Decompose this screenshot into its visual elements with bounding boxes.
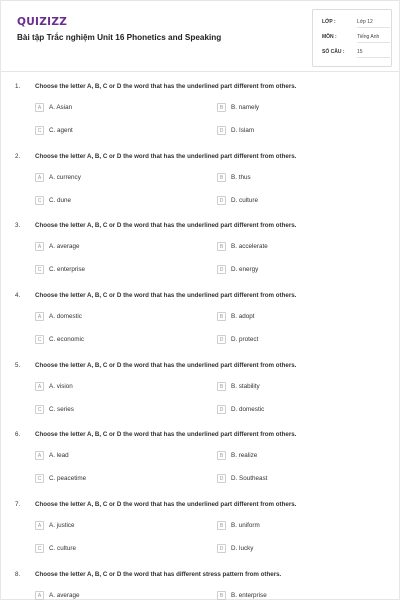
option-d[interactable]	[217, 196, 377, 208]
question-text: Choose the letter A, B, C or D the word that has the underlined part different from others.	[35, 292, 297, 299]
option-letter-box: D	[217, 196, 226, 205]
option-letter-box: C	[35, 474, 44, 483]
option-a[interactable]	[35, 521, 195, 533]
quizizz-logo: QUIZIZZ	[17, 16, 68, 28]
option-d[interactable]	[217, 474, 377, 486]
option-a[interactable]	[35, 103, 195, 115]
option-letter-box: B	[217, 173, 226, 182]
option-letter-box: C	[35, 544, 44, 553]
option-a[interactable]	[35, 312, 195, 324]
worksheet-meta-box	[312, 9, 392, 67]
option-label: A. average	[49, 243, 80, 250]
meta-underline	[357, 27, 390, 28]
option-label: A. justice	[49, 522, 75, 529]
option-d[interactable]	[217, 544, 377, 556]
option-b[interactable]	[217, 591, 377, 600]
question-7	[1, 499, 400, 569]
option-letter-box: D	[217, 126, 226, 135]
question-text: Choose the letter A, B, C or D the word that has the underlined part different from others.	[35, 153, 297, 160]
option-d[interactable]	[217, 265, 377, 277]
meta-key: MÔN :	[322, 34, 337, 40]
option-label: C. economic	[49, 336, 84, 343]
option-label: C. series	[49, 406, 74, 413]
option-label: D. protect	[231, 336, 259, 343]
option-c[interactable]	[35, 405, 195, 417]
meta-row-subject	[322, 31, 392, 43]
question-number: 1.	[15, 83, 21, 90]
option-letter-box: A	[35, 591, 44, 600]
option-label: B. adopt	[231, 313, 255, 320]
header-divider	[1, 71, 400, 72]
option-b[interactable]	[217, 242, 377, 254]
meta-row-grade	[322, 16, 392, 28]
meta-underline	[357, 57, 390, 58]
option-letter-box: A	[35, 382, 44, 391]
option-label: A. vision	[49, 383, 73, 390]
question-number: 4.	[15, 292, 21, 299]
question-text: Choose the letter A, B, C or D the word that has the underlined part different from others.	[35, 501, 297, 508]
option-letter-box: A	[35, 521, 44, 530]
option-letter-box: A	[35, 242, 44, 251]
option-label: D. culture	[231, 197, 258, 204]
meta-value: 15	[357, 49, 363, 55]
option-label: A. Asian	[49, 104, 73, 111]
meta-key: SỐ CÂU :	[322, 49, 345, 55]
option-letter-box: A	[35, 451, 44, 460]
option-letter-box: B	[217, 521, 226, 530]
option-label: B. enterprise	[231, 592, 267, 599]
question-number: 6.	[15, 431, 21, 438]
option-c[interactable]	[35, 474, 195, 486]
option-label: B. thus	[231, 174, 251, 181]
question-5	[1, 360, 400, 430]
worksheet-title: Bài tập Trắc nghiệm Unit 16 Phonetics and Speaking	[17, 33, 222, 42]
meta-key: LỚP :	[322, 19, 336, 25]
option-a[interactable]	[35, 451, 195, 463]
meta-value: Tiếng Anh	[357, 34, 380, 40]
option-d[interactable]	[217, 335, 377, 347]
option-b[interactable]	[217, 312, 377, 324]
question-text: Choose the letter A, B, C or D the word that has the underlined part different from others.	[35, 83, 297, 90]
option-label: C. culture	[49, 545, 76, 552]
option-a[interactable]	[35, 591, 195, 600]
option-label: D. domestic	[231, 406, 265, 413]
option-label: D. lucky	[231, 545, 254, 552]
option-label: B. stability	[231, 383, 260, 390]
question-4	[1, 290, 400, 360]
option-label: B. uniform	[231, 522, 260, 529]
option-a[interactable]	[35, 173, 195, 185]
option-letter-box: C	[35, 335, 44, 344]
option-b[interactable]	[217, 451, 377, 463]
question-text: Choose the letter A, B, C or D the word that has the underlined part different from others.	[35, 431, 297, 438]
option-letter-box: C	[35, 405, 44, 414]
option-b[interactable]	[217, 382, 377, 394]
option-label: B. namely	[231, 104, 259, 111]
option-label: A. currency	[49, 174, 81, 181]
option-letter-box: D	[217, 335, 226, 344]
option-letter-box: B	[217, 312, 226, 321]
option-label: C. agent	[49, 127, 73, 134]
option-label: A. lead	[49, 452, 69, 459]
option-a[interactable]	[35, 242, 195, 254]
question-number: 3.	[15, 222, 21, 229]
question-3	[1, 220, 400, 290]
option-letter-box: A	[35, 173, 44, 182]
meta-underline	[357, 42, 390, 43]
option-letter-box: C	[35, 265, 44, 274]
option-label: C. dune	[49, 197, 72, 204]
option-c[interactable]	[35, 126, 195, 138]
option-label: B. realize	[231, 452, 258, 459]
option-label: D. Islam	[231, 127, 255, 134]
question-number: 8.	[15, 571, 21, 578]
question-number: 7.	[15, 501, 21, 508]
option-label: B. accelerate	[231, 243, 268, 250]
option-c[interactable]	[35, 335, 195, 347]
question-text: Choose the letter A, B, C or D the word that has different stress pattern from others.	[35, 571, 282, 578]
option-c[interactable]	[35, 265, 195, 277]
option-b[interactable]	[217, 103, 377, 115]
question-2	[1, 151, 400, 221]
option-letter-box: B	[217, 451, 226, 460]
question-number: 2.	[15, 153, 21, 160]
option-letter-box: D	[217, 405, 226, 414]
option-letter-box: B	[217, 382, 226, 391]
option-letter-box: D	[217, 474, 226, 483]
worksheet-header	[1, 1, 400, 69]
option-label: C. peacetime	[49, 475, 87, 482]
option-letter-box: B	[217, 103, 226, 112]
question-8	[1, 569, 400, 600]
option-a[interactable]	[35, 382, 195, 394]
option-d[interactable]	[217, 405, 377, 417]
option-letter-box: A	[35, 312, 44, 321]
option-letter-box: D	[217, 265, 226, 274]
question-number: 5.	[15, 362, 21, 369]
option-c[interactable]	[35, 544, 195, 556]
question-6	[1, 429, 400, 499]
meta-row-question-count	[322, 46, 392, 58]
option-label: D. energy	[231, 266, 259, 273]
option-b[interactable]	[217, 521, 377, 533]
option-letter-box: A	[35, 103, 44, 112]
option-letter-box: C	[35, 196, 44, 205]
option-label: D. Southeast	[231, 475, 268, 482]
option-b[interactable]	[217, 173, 377, 185]
option-label: C. enterprise	[49, 266, 86, 273]
option-c[interactable]	[35, 196, 195, 208]
option-letter-box: D	[217, 544, 226, 553]
option-letter-box: B	[217, 242, 226, 251]
option-label: A. average	[49, 592, 80, 599]
option-label: A. domestic	[49, 313, 82, 320]
option-letter-box: C	[35, 126, 44, 135]
option-d[interactable]	[217, 126, 377, 138]
question-text: Choose the letter A, B, C or D the word that has the underlined part different from others.	[35, 362, 297, 369]
question-text: Choose the letter A, B, C or D the word that has the underlined part different from others.	[35, 222, 297, 229]
meta-value: Lớp 12	[357, 19, 373, 25]
question-1	[1, 81, 400, 151]
option-letter-box: B	[217, 591, 226, 600]
